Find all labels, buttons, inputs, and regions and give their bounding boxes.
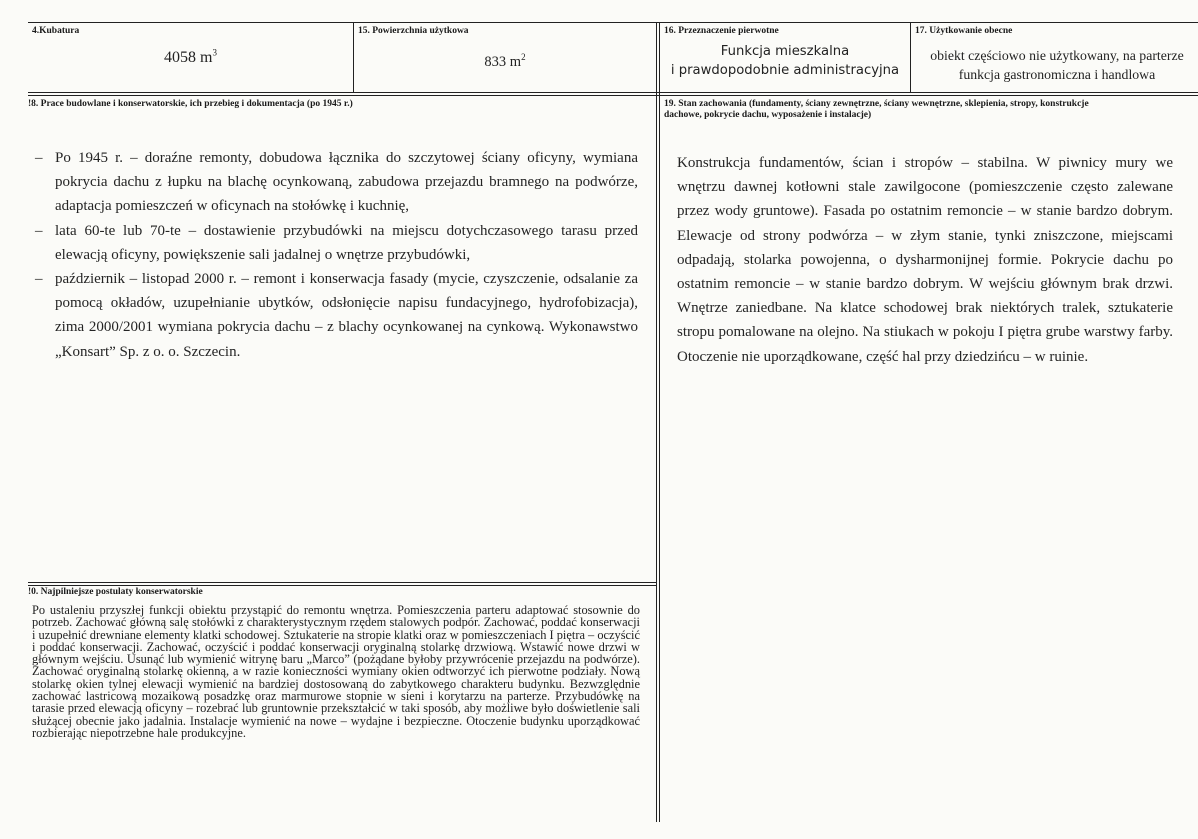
prace-item — [28, 267, 638, 364]
kubatura-label: 4.Kubatura — [32, 26, 80, 36]
postulaty-label: !0. Najpilniejsze postulaty konserwatorskie — [28, 587, 203, 597]
section-divider-20 — [28, 582, 656, 583]
stan-label-line-1: 19. Stan zachowania (fundamenty, ściany zewnętrzne, ściany wewnętrzne, sklepienia, stropy, konstrukcje — [664, 99, 1089, 109]
prace-item — [28, 146, 638, 219]
col-divider-2 — [656, 22, 657, 822]
uzytkowanie-line-2: funkcja gastronomiczna i handlowa — [958, 67, 1156, 82]
prace-item — [28, 219, 638, 267]
przeznaczenie-label: 16. Przeznaczenie pierwotne — [664, 26, 779, 36]
prace-label: !8. Prace budowlane i konserwatorskie, ich przebieg i dokumentacja (po 1945 r.) — [28, 99, 353, 109]
prace-list-container — [28, 146, 638, 364]
prace-list — [28, 146, 638, 364]
dash-marker: – — [35, 271, 43, 288]
powierzchnia-exponent: 2 — [521, 52, 526, 63]
powierzchnia-number: 833 m — [484, 54, 522, 70]
uzytkowanie-label: 17. Użytkowanie obecne — [915, 26, 1013, 36]
section-divider-20b — [28, 585, 656, 586]
kubatura-value — [28, 49, 353, 67]
dash-marker: – — [35, 150, 43, 166]
col-divider-2b — [659, 22, 660, 822]
dash-marker: – — [35, 222, 43, 239]
przeznaczenie-value — [660, 42, 910, 80]
prace-item-text: Po 1945 r. – doraźne remonty, dobudowa łącznika do szczytowej ściany oficyny, wymiana pokrycia dachu z łupku na blachę ocynkowaną, zabudowa przejazdu bramnego na podwórze, adaptacja pomieszczeń w oficynach na stołówkę i kuchnię, — [55, 150, 638, 215]
form-sheet — [28, 22, 1198, 822]
uzytkowanie-line-1: obiekt częściowo nie użytkowany, na parterze — [930, 48, 1184, 63]
uzytkowanie-value — [911, 46, 1198, 84]
przeznaczenie-line-1: Funkcja mieszkalna — [720, 44, 850, 59]
prace-item-text: październik – listopad 2000 r. – remont i konserwacja fasady (mycie, czyszczenie, odsalanie za pomocą okładów, uzupełnianie ubytków, odsłonięcie napisu fundacyjnego, hydrofobizacja), zima 2000/2001 wymiana pokrycia dachu – z blachy ocynkowanej na cynkową. Wykonawstwo „Konsart” Sp. z o. o. Szczecin. — [55, 271, 638, 360]
kubatura-exponent: 3 — [212, 47, 217, 58]
stan-text: Konstrukcja fundamentów, ścian i stropów – stabilna. W piwnicy mury we wnętrzu dawnej kotłowni stale zawilgocone (pomieszczenie często zalewane przez wody gruntowe). Fasada po ostatnim remoncie – w stanie bardzo dobrym. Elewacje od strony podwórza – w złym stanie, tynki zniszczone, miejscami odpadają, stolarka powojenna, o dysharmonijnej formie. Pokrycie dachu po ostatnim remoncie – w stanie bardzo dobrym. W wejściu głównym brak drzwi. Wnętrze zaniedbane. Na klatce schodowej brak niektórych tralek, sztukaterie stropu pomalowane na olejno. Na stiukach w pokoju I piętra grube warstwy farby. Otoczenie nie uporządkowane, część hal przy dziedzińcu – w ruinie. — [677, 155, 1173, 365]
stan-label-line-2: dachowe, pokrycie dachu, wyposażenie i instalacje) — [664, 110, 872, 120]
row-divider-2 — [28, 95, 1198, 96]
stan-label — [664, 99, 1194, 121]
postulaty-text: Po ustaleniu przyszłej funkcji obiektu przystąpić do remontu wnętrza. Pomieszczenia parteru adaptować stosownie do potrzeb. Zachować główną salę stołówki z charakterystycznym rzędem stalowych podpór. Zachować, poddać konserwacji i uzupełnić drewniane elementy klatki schodowej. Sztukaterie na stropie klatki oraz w pomieszczeniach I piętra – oczyścić i poddać konserwacji. Zachować, oczyścić i poddać konserwacji oryginalną stolarkę drzwiową. Wstawić nowe drzwi w głównym wejściu. Usunąć lub wymienić witrynę baru „Marco” (pożądane byłoby przywrócenie przejazdu na podwórze). Zachować oryginalną stolarkę okienną, a w razie konieczności wymiany okien odtworzyć ich pierwotne podziały. Nową stolarkę okien tylnej elewacji wymienić na bardziej dostosowaną do zabytkowego charakteru budynku. Bezwzględnie zachować lastricową mozaikową posadzkę oraz marmurowe stopnie w sieni i korytarzu na parterze. Przybudówkę na tarasie przed elewacją oficyny – rozebrać lub gruntownie przekształcić w taki sposób, aby możliwe było doświetlenie sali służącej obecnie jako jadalnia. Instalacje wymienić na nowe – wydajne i bezpieczne. Otoczenie budynku uporządkować rozbierając niepotrzebne hale produkcyjne. — [32, 603, 640, 740]
top-border-line — [28, 22, 1198, 23]
przeznaczenie-line-2: i prawdopodobnie administracyjna — [670, 63, 900, 78]
powierzchnia-label: 15. Powierzchnia użytkowa — [358, 26, 469, 36]
kubatura-number: 4058 m — [164, 49, 213, 66]
prace-item-text: lata 60-te lub 70-te – dostawienie przybudówki na miejscu dotychczasowego tarasu przed elewacją oficyny, powiększenie sali jadalnej o wnętrze przybudówki, — [55, 222, 638, 263]
row-divider-1 — [28, 92, 1198, 93]
powierzchnia-value — [354, 54, 656, 71]
